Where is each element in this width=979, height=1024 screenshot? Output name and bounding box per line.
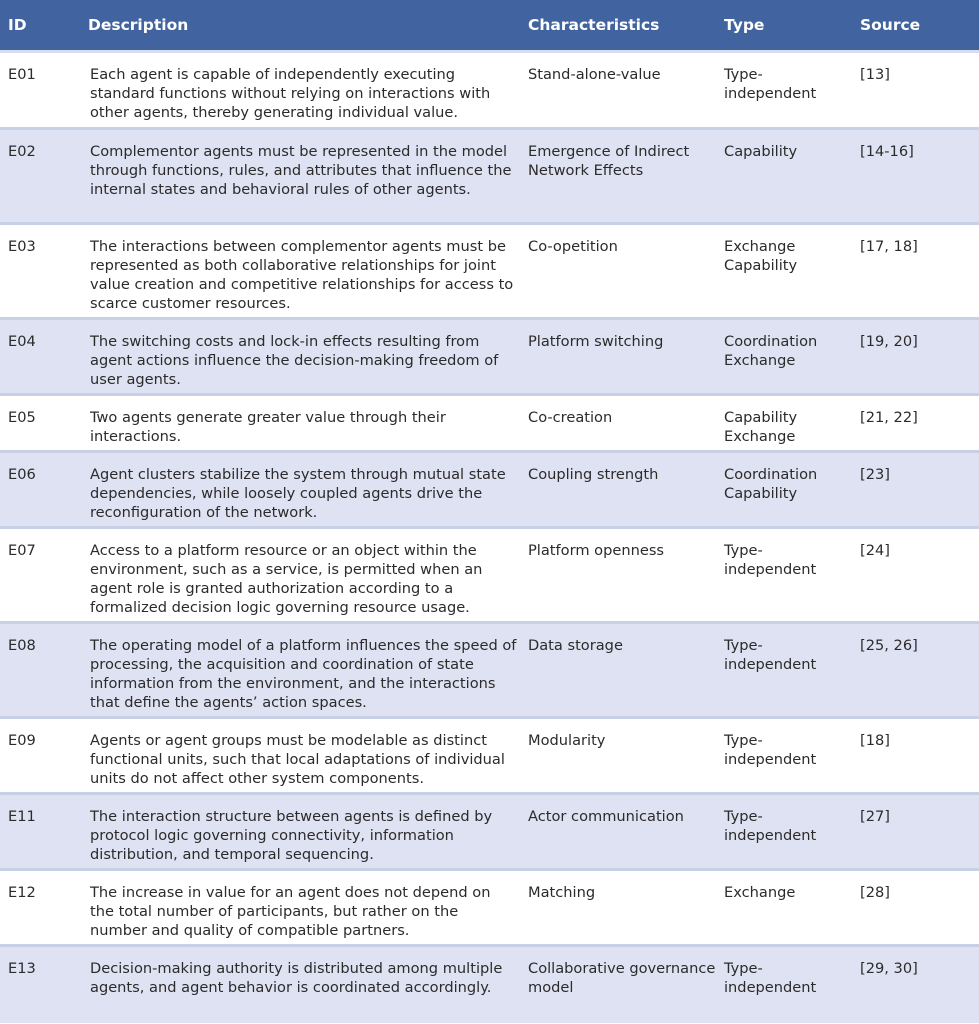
cell-id: E03: [8, 238, 36, 255]
cell-description: The increase in value for an agent does not depend on the total number of participants, but rather on the number and quality of compatible partners.: [90, 884, 491, 939]
cell-characteristics: Collaborative governance model: [528, 960, 716, 996]
table-row: [0, 871, 979, 947]
cell-description: Complementor agents must be represented in the model through functions, rules, and attributes that influence the internal states and behavioral rules of other agents.: [90, 143, 512, 198]
cell-characteristics: Coupling strength: [528, 466, 659, 483]
header-type: Type: [724, 16, 765, 34]
cell-type: Coordination Capability: [724, 466, 818, 502]
cell-characteristics: Data storage: [528, 637, 623, 654]
cell-characteristics: Co-opetition: [528, 238, 618, 255]
cell-id: E07: [8, 542, 36, 559]
cell-description: Agents or agent groups must be modelable as distinct functional units, such that local adaptations of individual units do not affect other system components.: [90, 732, 505, 787]
cell-source: [27]: [860, 808, 890, 825]
cell-characteristics: Stand-alone-value: [528, 66, 661, 83]
cell-id: E08: [8, 637, 36, 654]
cell-characteristics: Co-creation: [528, 409, 613, 426]
cell-description: The interaction structure between agents is defined by protocol logic governing connectivity, information distribution, and temporal sequencing.: [90, 808, 493, 863]
cell-type: Coordination Exchange: [724, 333, 818, 369]
header-characteristics: Characteristics: [528, 16, 660, 34]
cell-description: Agent clusters stabilize the system through mutual state dependencies, while loosely coupled agents drive the reconfiguration of the network.: [90, 466, 506, 521]
cell-type: Type-independent: [724, 637, 817, 673]
table-row: [0, 719, 979, 795]
header-description: Description: [88, 16, 189, 34]
cell-source: [17, 18]: [860, 238, 918, 255]
header-source: Source: [860, 16, 921, 34]
table-row: [0, 225, 979, 320]
cell-source: [24]: [860, 542, 890, 559]
cell-characteristics: Matching: [528, 884, 596, 901]
cell-type: Type-independent: [724, 542, 817, 578]
cell-description: The operating model of a platform influences the speed of processing, the acquisition and coordination of state information from the environment, and the interactions that define the agents’ action spaces.: [90, 637, 517, 711]
table-row: [0, 396, 979, 453]
cell-id: E01: [8, 66, 36, 83]
table-row: [0, 320, 979, 396]
table-row: [0, 130, 979, 225]
cell-characteristics: Emergence of Indirect Network Effects: [528, 143, 690, 179]
header-id: ID: [8, 16, 27, 34]
cell-source: [25, 26]: [860, 637, 918, 654]
cell-type: Exchange Capability: [724, 238, 798, 274]
cell-id: E12: [8, 884, 36, 901]
cell-source: [28]: [860, 884, 890, 901]
cell-id: E05: [8, 409, 36, 426]
cell-type: Capability Exchange: [724, 409, 798, 445]
cell-description: The switching costs and lock-in effects resulting from agent actions influence the decision-making freedom of user agents.: [90, 333, 499, 388]
cell-source: [19, 20]: [860, 333, 918, 350]
cell-source: [13]: [860, 66, 890, 83]
table-row: [0, 624, 979, 719]
cell-type: Type-independent: [724, 960, 817, 996]
table-row: [0, 529, 979, 624]
cell-source: [29, 30]: [860, 960, 918, 977]
cell-id: E11: [8, 808, 36, 825]
cell-characteristics: Platform openness: [528, 542, 665, 559]
cell-characteristics: Modularity: [528, 732, 606, 749]
table-row: [0, 795, 979, 871]
cell-type: Type-independent: [724, 808, 817, 844]
cell-type: Capability: [724, 143, 798, 160]
cell-id: E13: [8, 960, 36, 977]
cell-type: Type-independent: [724, 732, 817, 768]
cell-characteristics: Platform switching: [528, 333, 664, 350]
cell-source: [23]: [860, 466, 890, 483]
cell-description: Each agent is capable of independently executing standard functions without relying on interactions with other agents, thereby generating individual value.: [90, 66, 491, 121]
cell-id: E02: [8, 143, 36, 160]
cell-description: Access to a platform resource or an object within the environment, such as a service, is permitted when an agent role is granted authorization according to a formalized decision logic governing resource usage.: [90, 542, 483, 616]
cell-source: [14-16]: [860, 143, 914, 160]
table-row: [0, 947, 979, 1023]
cell-characteristics: Actor communication: [528, 808, 684, 825]
cell-description: The interactions between complementor agents must be represented as both collaborative relationships for joint value creation and competitive relationships for access to scarce customer resources.: [90, 238, 514, 312]
cell-source: [18]: [860, 732, 890, 749]
cell-type: Exchange: [724, 884, 796, 901]
cell-source: [21, 22]: [860, 409, 918, 426]
table-header: [0, 0, 979, 53]
cell-description: Decision-making authority is distributed among multiple agents, and agent behavior is coordinated accordingly.: [90, 960, 503, 996]
table-row: [0, 53, 979, 130]
cell-id: E09: [8, 732, 36, 749]
cell-id: E04: [8, 333, 36, 350]
cell-id: E06: [8, 466, 36, 483]
cell-type: Type-independent: [724, 66, 817, 102]
table-row: [0, 453, 979, 529]
cell-description: Two agents generate greater value through their interactions.: [90, 409, 446, 445]
